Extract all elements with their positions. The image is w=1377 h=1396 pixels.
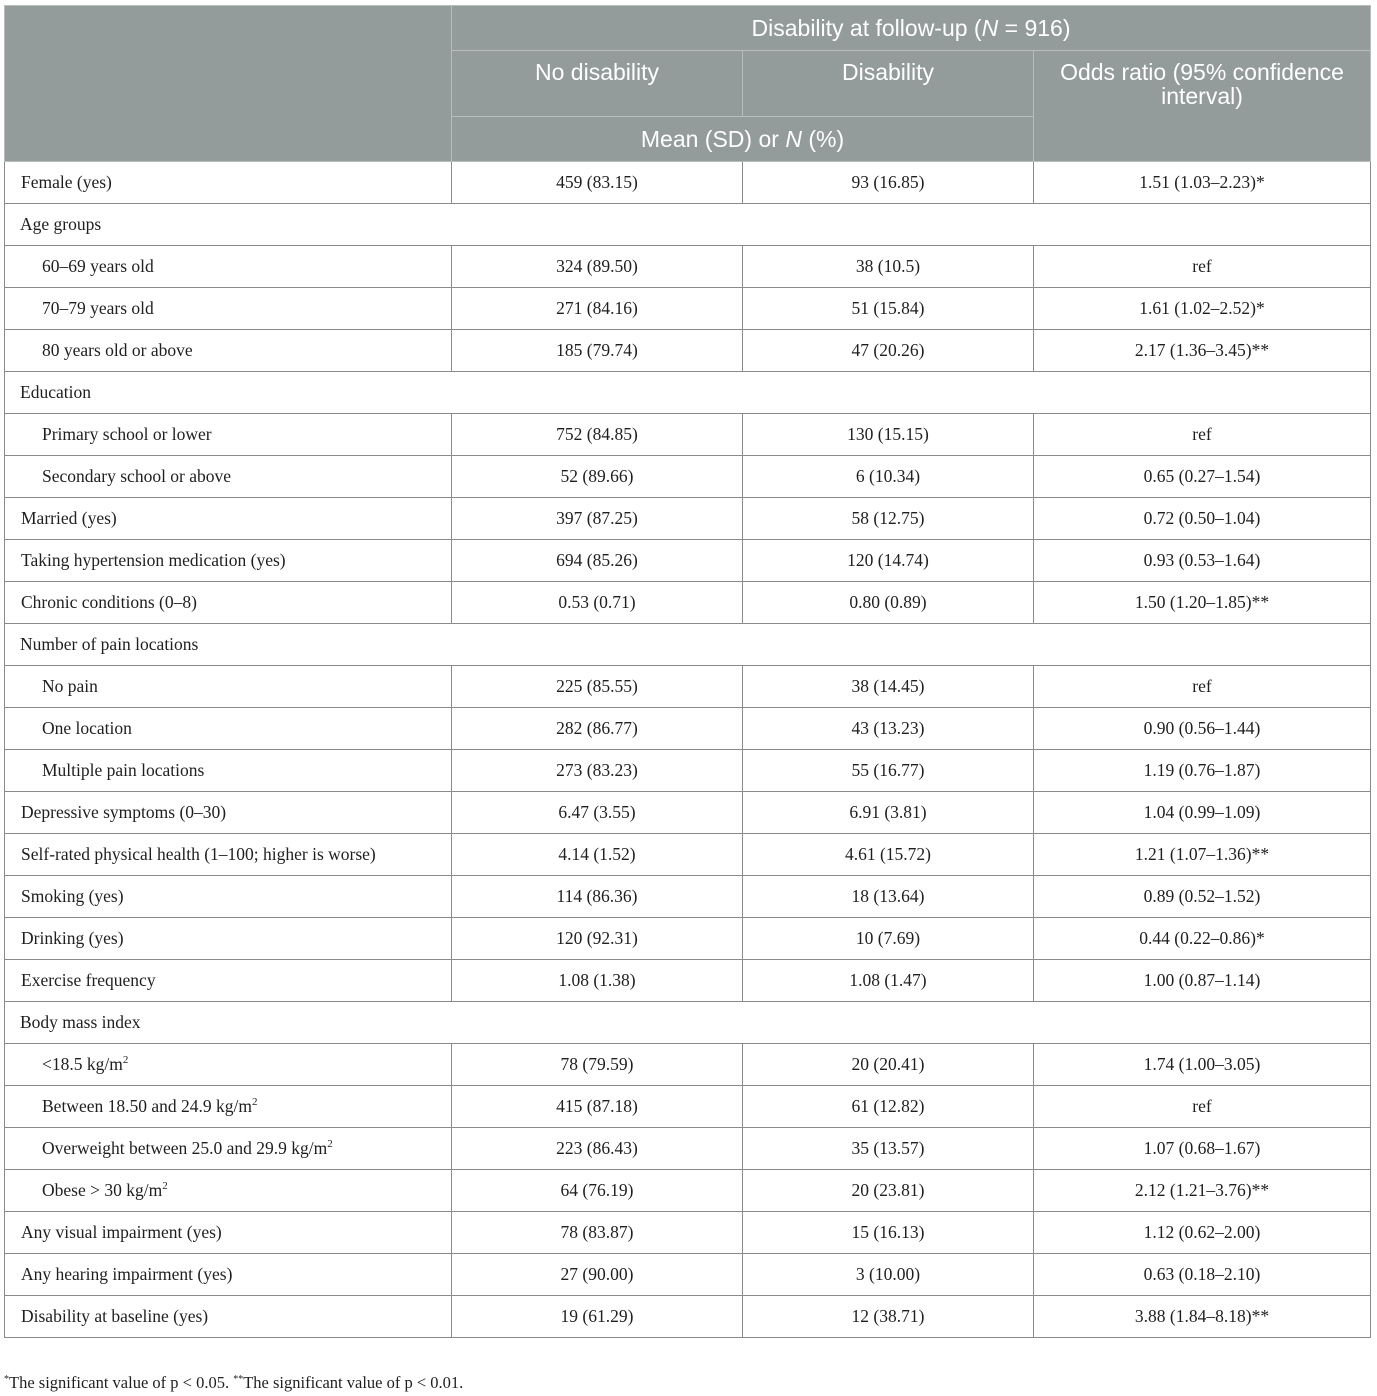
cell-no-disability: 271 (84.16) — [452, 288, 743, 330]
cell-odds-ratio: 1.19 (0.76–1.87) — [1034, 750, 1371, 792]
row-label-text: Drinking (yes) — [21, 928, 124, 948]
cell-no-disability: 114 (86.36) — [452, 876, 743, 918]
row-label — [5, 288, 452, 330]
cell-odds-ratio: 3.88 (1.84–8.18)** — [1034, 1296, 1371, 1338]
header-blank — [5, 6, 452, 162]
row-label — [5, 834, 452, 876]
table-row — [5, 1086, 1371, 1128]
unit-superscript: 2 — [327, 1138, 333, 1150]
table-row — [5, 960, 1371, 1002]
cell-no-disability: 397 (87.25) — [452, 498, 743, 540]
row-label — [5, 876, 452, 918]
row-label-text: 70–79 years old — [42, 298, 154, 318]
cell-disability: 43 (13.23) — [743, 708, 1034, 750]
stats-subheader: Mean (SD) or N (%) — [452, 117, 1034, 162]
cell-disability: 93 (16.85) — [743, 162, 1034, 204]
row-label-text: 60–69 years old — [42, 256, 154, 276]
cell-odds-ratio: 1.21 (1.07–1.36)** — [1034, 834, 1371, 876]
table-header — [5, 6, 1371, 162]
cell-no-disability: 120 (92.31) — [452, 918, 743, 960]
cell-disability: 61 (12.82) — [743, 1086, 1034, 1128]
cell-odds-ratio: 1.61 (1.02–2.52)* — [1034, 288, 1371, 330]
table-row — [5, 498, 1371, 540]
table-row — [5, 876, 1371, 918]
cell-odds-ratio: ref — [1034, 414, 1371, 456]
data-table — [4, 5, 1371, 1338]
group-label: Number of pain locations — [5, 624, 1371, 666]
row-label-text: Secondary school or above — [42, 466, 232, 486]
cell-disability: 12 (38.71) — [743, 1296, 1034, 1338]
cell-odds-ratio: 0.93 (0.53–1.64) — [1034, 540, 1371, 582]
cell-disability: 20 (20.41) — [743, 1044, 1034, 1086]
row-label — [5, 792, 452, 834]
cell-no-disability: 78 (79.59) — [452, 1044, 743, 1086]
cell-disability: 18 (13.64) — [743, 876, 1034, 918]
cell-disability: 38 (14.45) — [743, 666, 1034, 708]
cell-odds-ratio: 0.89 (0.52–1.52) — [1034, 876, 1371, 918]
row-label — [5, 708, 452, 750]
cell-no-disability: 752 (84.85) — [452, 414, 743, 456]
cell-odds-ratio: 0.90 (0.56–1.44) — [1034, 708, 1371, 750]
table-container — [4, 5, 1370, 1338]
row-label — [5, 1086, 452, 1128]
row-label — [5, 1296, 452, 1338]
row-label — [5, 1212, 452, 1254]
row-label-text: Chronic conditions (0–8) — [21, 592, 197, 612]
cell-disability: 10 (7.69) — [743, 918, 1034, 960]
row-label-text: No pain — [42, 676, 98, 696]
cell-odds-ratio: 1.07 (0.68–1.67) — [1034, 1128, 1371, 1170]
cell-no-disability: 19 (61.29) — [452, 1296, 743, 1338]
cell-no-disability: 459 (83.15) — [452, 162, 743, 204]
cell-no-disability: 0.53 (0.71) — [452, 582, 743, 624]
row-label — [5, 1044, 452, 1086]
table-row — [5, 1212, 1371, 1254]
cell-no-disability: 52 (89.66) — [452, 456, 743, 498]
col-odds-ratio: Odds ratio (95% confidence interval) — [1034, 51, 1371, 162]
cell-no-disability: 78 (83.87) — [452, 1212, 743, 1254]
cell-disability: 1.08 (1.47) — [743, 960, 1034, 1002]
col-disability: Disability — [743, 51, 1034, 117]
cell-odds-ratio: 1.00 (0.87–1.14) — [1034, 960, 1371, 1002]
row-label — [5, 162, 452, 204]
table-row — [5, 288, 1371, 330]
table-row — [5, 1128, 1371, 1170]
group-label: Age groups — [5, 204, 1371, 246]
row-label-text: Self-rated physical health (1–100; higher is worse) — [21, 844, 376, 864]
cell-disability: 120 (14.74) — [743, 540, 1034, 582]
row-label-text: Depressive symptoms (0–30) — [21, 802, 227, 822]
cell-odds-ratio: 1.04 (0.99–1.09) — [1034, 792, 1371, 834]
cell-no-disability: 4.14 (1.52) — [452, 834, 743, 876]
table-row — [5, 414, 1371, 456]
cell-disability: 0.80 (0.89) — [743, 582, 1034, 624]
cell-no-disability: 223 (86.43) — [452, 1128, 743, 1170]
cell-no-disability: 27 (90.00) — [452, 1254, 743, 1296]
group-row — [5, 1002, 1371, 1044]
group-row — [5, 624, 1371, 666]
group-row — [5, 204, 1371, 246]
table-row — [5, 834, 1371, 876]
row-label-text: Between 18.50 and 24.9 kg/m — [42, 1096, 252, 1116]
cell-no-disability: 6.47 (3.55) — [452, 792, 743, 834]
row-label-text: Female (yes) — [21, 172, 112, 192]
cell-no-disability: 1.08 (1.38) — [452, 960, 743, 1002]
row-label-text: Married (yes) — [21, 508, 117, 528]
row-label — [5, 666, 452, 708]
cell-no-disability: 185 (79.74) — [452, 330, 743, 372]
cell-no-disability: 282 (86.77) — [452, 708, 743, 750]
cell-no-disability: 273 (83.23) — [452, 750, 743, 792]
row-label-text: Primary school or lower — [42, 424, 212, 444]
row-label — [5, 1128, 452, 1170]
table-row — [5, 666, 1371, 708]
table-row — [5, 1044, 1371, 1086]
row-label — [5, 456, 452, 498]
table-row — [5, 792, 1371, 834]
cell-odds-ratio: 0.72 (0.50–1.04) — [1034, 498, 1371, 540]
cell-odds-ratio: ref — [1034, 666, 1371, 708]
group-label: Education — [5, 372, 1371, 414]
row-label — [5, 414, 452, 456]
row-label — [5, 540, 452, 582]
table-row — [5, 1254, 1371, 1296]
table-row — [5, 330, 1371, 372]
cell-disability: 38 (10.5) — [743, 246, 1034, 288]
row-label — [5, 960, 452, 1002]
row-label — [5, 330, 452, 372]
unit-superscript: 2 — [162, 1180, 168, 1192]
cell-disability: 130 (15.15) — [743, 414, 1034, 456]
cell-no-disability: 225 (85.55) — [452, 666, 743, 708]
table-row — [5, 540, 1371, 582]
cell-disability: 47 (20.26) — [743, 330, 1034, 372]
cell-disability: 4.61 (15.72) — [743, 834, 1034, 876]
group-title: Disability at follow-up (N = 916) — [452, 6, 1371, 51]
cell-odds-ratio: 1.50 (1.20–1.85)** — [1034, 582, 1371, 624]
cell-odds-ratio: 1.74 (1.00–3.05) — [1034, 1044, 1371, 1086]
table-body — [5, 162, 1371, 1338]
cell-no-disability: 64 (76.19) — [452, 1170, 743, 1212]
row-label-text: 80 years old or above — [42, 340, 193, 360]
row-label-text: Disability at baseline (yes) — [21, 1306, 209, 1326]
row-label — [5, 582, 452, 624]
table-row — [5, 708, 1371, 750]
group-row — [5, 372, 1371, 414]
row-label — [5, 246, 452, 288]
table-row — [5, 456, 1371, 498]
cell-odds-ratio: 1.12 (0.62–2.00) — [1034, 1212, 1371, 1254]
col-no-disability: No disability — [452, 51, 743, 117]
cell-odds-ratio: 0.65 (0.27–1.54) — [1034, 456, 1371, 498]
row-label-text: <18.5 kg/m — [42, 1054, 123, 1074]
table-row — [5, 1170, 1371, 1212]
footnote: *The significant value of p < 0.05. **The significant value of p < 0.01. — [4, 1373, 464, 1392]
row-label-text: Exercise frequency — [21, 970, 156, 990]
row-label-text: One location — [42, 718, 132, 738]
table-row — [5, 750, 1371, 792]
cell-no-disability: 694 (85.26) — [452, 540, 743, 582]
cell-odds-ratio: 0.63 (0.18–2.10) — [1034, 1254, 1371, 1296]
table-row — [5, 162, 1371, 204]
table-row — [5, 1296, 1371, 1338]
table-row — [5, 246, 1371, 288]
cell-disability: 35 (13.57) — [743, 1128, 1034, 1170]
row-label — [5, 1254, 452, 1296]
cell-disability: 55 (16.77) — [743, 750, 1034, 792]
row-label-text: Obese > 30 kg/m — [42, 1180, 163, 1200]
row-label-text: Any visual impairment (yes) — [21, 1222, 222, 1242]
cell-odds-ratio: 2.17 (1.36–3.45)** — [1034, 330, 1371, 372]
cell-disability: 58 (12.75) — [743, 498, 1034, 540]
row-label — [5, 918, 452, 960]
table-row — [5, 918, 1371, 960]
row-label — [5, 498, 452, 540]
unit-superscript: 2 — [122, 1054, 129, 1066]
row-label-text: Taking hypertension medication (yes) — [21, 550, 286, 570]
cell-no-disability: 324 (89.50) — [452, 246, 743, 288]
cell-disability: 51 (15.84) — [743, 288, 1034, 330]
row-label-text: Overweight between 25.0 and 29.9 kg/m — [42, 1138, 328, 1158]
cell-no-disability: 415 (87.18) — [452, 1086, 743, 1128]
cell-odds-ratio: ref — [1034, 246, 1371, 288]
row-label-text: Any hearing impairment (yes) — [21, 1264, 233, 1284]
unit-superscript: 2 — [251, 1096, 258, 1108]
row-label-text: Smoking (yes) — [21, 886, 124, 906]
cell-odds-ratio: 0.44 (0.22–0.86)* — [1034, 918, 1371, 960]
cell-odds-ratio: 2.12 (1.21–3.76)** — [1034, 1170, 1371, 1212]
row-label — [5, 1170, 452, 1212]
cell-disability: 20 (23.81) — [743, 1170, 1034, 1212]
row-label-text: Multiple pain locations — [42, 760, 205, 780]
row-label — [5, 750, 452, 792]
cell-disability: 6.91 (3.81) — [743, 792, 1034, 834]
cell-odds-ratio: ref — [1034, 1086, 1371, 1128]
cell-disability: 15 (16.13) — [743, 1212, 1034, 1254]
table-row — [5, 582, 1371, 624]
cell-disability: 6 (10.34) — [743, 456, 1034, 498]
group-label: Body mass index — [5, 1002, 1371, 1044]
cell-disability: 3 (10.00) — [743, 1254, 1034, 1296]
cell-odds-ratio: 1.51 (1.03–2.23)* — [1034, 162, 1371, 204]
